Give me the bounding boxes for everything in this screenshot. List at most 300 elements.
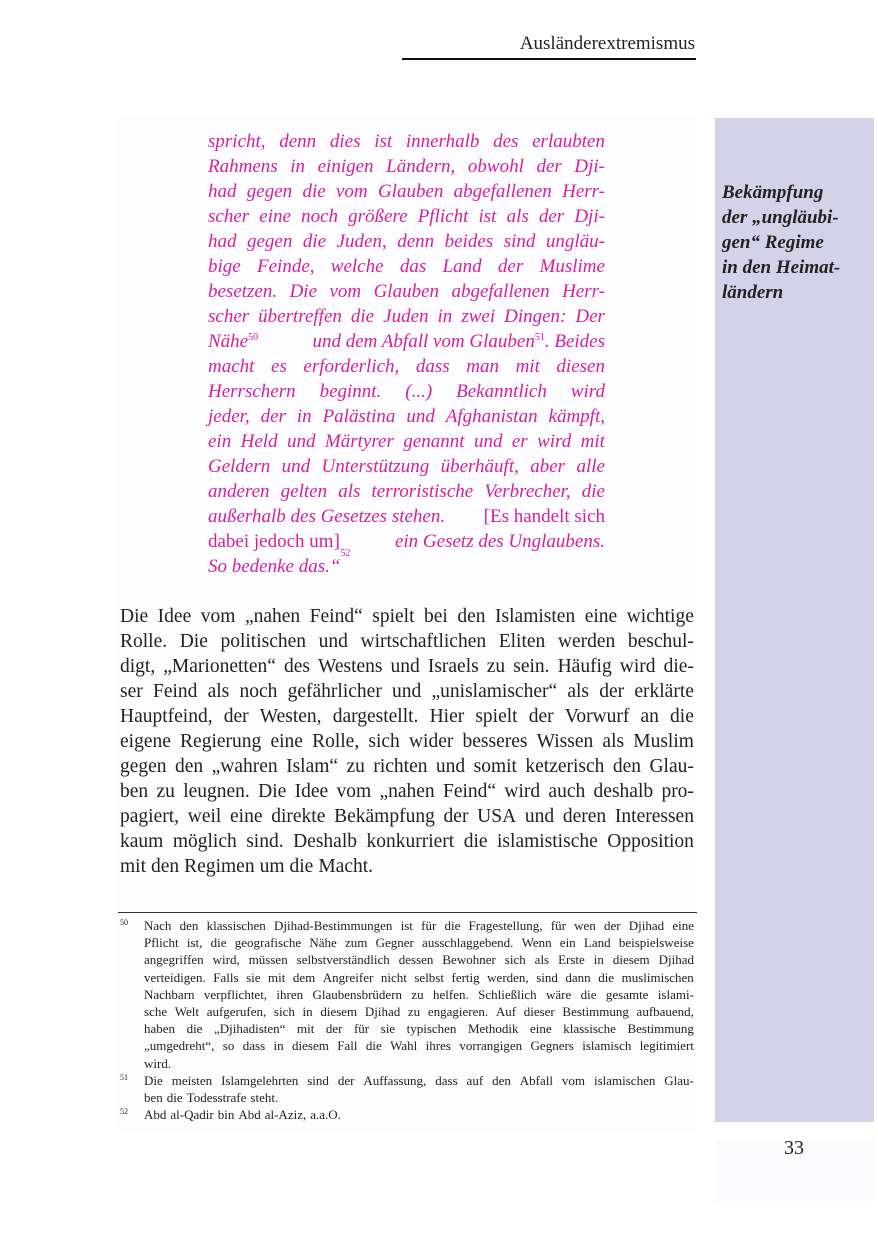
word: terroristische (371, 481, 474, 502)
word: abgefallenen (453, 181, 552, 202)
word: den (612, 756, 642, 777)
word: der (337, 1072, 355, 1088)
word: „wahren (211, 756, 278, 777)
body-line (120, 629, 694, 654)
footnote-line (144, 1089, 694, 1106)
word: dass (415, 356, 450, 377)
quote-line (208, 204, 605, 229)
word: in (290, 156, 306, 177)
word: Feind“ (442, 781, 497, 802)
quote-insertion: [Es handelt sich (483, 506, 605, 527)
word: Idee (157, 606, 192, 627)
word: eine (259, 206, 291, 227)
body-line (120, 779, 694, 804)
word: wird, (212, 952, 240, 968)
word: Die (179, 631, 208, 652)
word: der (223, 706, 249, 727)
word: des (493, 131, 519, 152)
word: Fall (337, 1038, 358, 1054)
margin-note-line: in den Heimat- (722, 257, 841, 278)
word: sie (380, 1021, 396, 1037)
word: Regierung (180, 731, 262, 752)
word: wen (574, 918, 596, 933)
word: der (325, 1021, 343, 1037)
word: ist (400, 918, 413, 933)
word: die (166, 1090, 183, 1106)
word: vom (335, 181, 368, 202)
word: sche (144, 1004, 168, 1020)
word: al-Aziz, (264, 1107, 307, 1123)
quote-line (208, 304, 605, 329)
word: muslimischen (621, 969, 694, 985)
word: Schließlich (478, 986, 537, 1002)
word: Juden (383, 306, 429, 327)
word: wichtige (626, 606, 694, 627)
word: geografische (234, 935, 302, 951)
word: eine (672, 918, 694, 933)
footnote-ref-50[interactable]: 50 (248, 332, 259, 343)
word: deshalb (593, 781, 654, 802)
word: USA (477, 806, 517, 827)
word: Feind“ (309, 606, 363, 627)
body-line (120, 604, 694, 629)
word: deren (562, 806, 607, 827)
body-line (120, 654, 694, 679)
word: in (593, 952, 604, 968)
word: werden (557, 631, 616, 652)
word: als (338, 481, 361, 502)
word: die (186, 1021, 203, 1037)
word: Djihad-Bestimmungen (274, 918, 393, 933)
quote-line (208, 129, 605, 154)
word: Gegner (375, 935, 414, 951)
word: Idee (294, 781, 329, 802)
word: Westens (317, 656, 383, 677)
word: scher (208, 206, 250, 227)
body-paragraph (120, 604, 694, 879)
word: zu (411, 986, 424, 1002)
quote-line (208, 429, 605, 454)
margin-note-line: der „ungläubi- (722, 207, 839, 228)
word: die- (663, 656, 694, 677)
word: die (302, 231, 327, 252)
word: vom (336, 781, 372, 802)
word: Feind (152, 681, 198, 702)
word: gefährlicher (287, 681, 382, 702)
word: den (175, 756, 204, 777)
word: Eliten (498, 631, 546, 652)
word: besetzen. (208, 281, 278, 302)
word: Auffassung, (363, 1072, 427, 1088)
word: wäre (545, 986, 572, 1002)
word: ist (478, 206, 497, 227)
footnote-line (144, 1106, 694, 1123)
word: helfen. (433, 986, 469, 1002)
word: als (207, 681, 230, 702)
quote-line (208, 529, 605, 554)
quote-line (208, 254, 605, 279)
word: erforderlich, (303, 356, 400, 377)
word: und (435, 756, 466, 777)
running-header: Ausländerextremismus (519, 33, 695, 54)
word: Djihad (658, 952, 694, 968)
quote-line (208, 479, 605, 504)
word: sich (504, 952, 526, 968)
word: der (599, 681, 625, 702)
word: der (538, 206, 565, 227)
word: aufgerufen, (206, 1004, 267, 1020)
word: die (289, 856, 314, 877)
word: „Marionetten“ (163, 656, 276, 677)
word: der (443, 806, 469, 827)
word: der (497, 256, 524, 277)
quote-line (208, 404, 605, 429)
word: ihren (276, 986, 304, 1002)
word: die (444, 918, 461, 933)
word: Djihad (628, 918, 665, 933)
body-line (120, 754, 694, 779)
word: Muslime (539, 256, 605, 277)
word: Land (583, 935, 611, 951)
word: ungläu- (545, 231, 605, 252)
word: verpflichtet, (203, 986, 268, 1002)
word: vom (200, 606, 236, 627)
word: klassische (563, 1021, 616, 1037)
word: abgefallenen (451, 281, 550, 302)
word: Nähe (309, 935, 337, 951)
word: politischen (220, 631, 307, 652)
word: Interessen (614, 806, 694, 827)
body-line (120, 704, 694, 729)
word: nicht (380, 969, 407, 985)
word: Herr- (562, 281, 605, 302)
word: Unterstützung (321, 456, 430, 477)
word: „Djihadisten“ (213, 1021, 286, 1037)
footnote-line (144, 917, 694, 934)
word: Palästina (322, 406, 396, 427)
word: eine (230, 806, 263, 827)
word: welche (330, 256, 384, 277)
word: Abd (238, 1107, 261, 1123)
quote-line (208, 154, 605, 179)
word: zum (344, 935, 368, 951)
word: den (457, 606, 486, 627)
word: besseres (462, 731, 528, 752)
word: Bekämpfung (334, 806, 435, 827)
word: bin (217, 1107, 235, 1123)
word: typischen (406, 1021, 457, 1037)
footnote-number: 51 (120, 1072, 128, 1082)
word: Nachbarn (144, 986, 195, 1002)
word: haben (144, 1021, 176, 1037)
word: für (421, 918, 437, 933)
word: „nahen (379, 781, 435, 802)
word: Auf (495, 1004, 517, 1020)
word: und (406, 406, 435, 427)
quote-line (208, 229, 605, 254)
footnote-number: 50 (120, 918, 128, 927)
header-rule (402, 58, 696, 60)
word: Todesstrafe (186, 1090, 247, 1106)
word: gegen (120, 756, 167, 777)
word: bei (424, 606, 448, 627)
word: jeder, (208, 406, 250, 427)
footnote-number: 52 (120, 1107, 128, 1117)
word: erklärte (634, 681, 694, 702)
word: beschul- (627, 631, 694, 652)
word: spielt (372, 606, 415, 627)
footnote-line (144, 969, 694, 986)
word: wird (570, 381, 605, 402)
quote-line (208, 379, 605, 404)
word: Held (240, 431, 278, 452)
word: wird (537, 431, 572, 452)
word: dass (435, 1072, 458, 1088)
word: mit (580, 431, 605, 452)
word: erlaubten (532, 131, 605, 152)
word: sie (246, 969, 261, 985)
word: Rahmens (208, 156, 278, 177)
margin-note-line: gen“ Regime (722, 232, 824, 253)
word: Die (120, 606, 149, 627)
word: genannt (403, 431, 465, 452)
word: Vorwurf (564, 706, 630, 727)
word: dies (329, 131, 361, 152)
word: Dji- (574, 206, 605, 227)
word: had (208, 231, 237, 252)
word: „unislamischer“ (431, 681, 558, 702)
word: in (302, 1004, 313, 1020)
word: dargestellt. (332, 706, 419, 727)
footnote-line (144, 1020, 694, 1037)
word: innerhalb (405, 131, 480, 152)
word: beispielsweise (618, 935, 694, 951)
word: Falls (213, 969, 239, 985)
word: dessen (398, 952, 434, 968)
word: Rolle, (312, 731, 360, 752)
word: ist (374, 131, 393, 152)
word: die (580, 986, 597, 1002)
word: somit (473, 756, 517, 777)
word: ein (208, 431, 232, 452)
word: Ländern, (386, 156, 456, 177)
word: bige (208, 256, 241, 277)
word: ketzerisch (525, 756, 605, 777)
footnote-line (144, 934, 694, 951)
word: Glauben (377, 181, 444, 202)
word: eine (584, 606, 618, 627)
word: wird. (144, 1055, 172, 1071)
word: wider (408, 731, 454, 752)
word: legitimiert (639, 1038, 694, 1054)
word: noch (239, 681, 278, 702)
word: weil (187, 806, 222, 827)
word: diesem (292, 1038, 329, 1054)
word: man (466, 356, 499, 377)
word: selbst (414, 969, 444, 985)
word: sich (368, 731, 400, 752)
word: mit (268, 969, 286, 985)
footnote-line (144, 1055, 694, 1072)
word: Juden, (336, 231, 387, 252)
word: Hier (429, 706, 465, 727)
word: Herr- (562, 181, 605, 202)
word: gegen (246, 181, 293, 202)
word: gegen (247, 231, 293, 252)
word: Islamgelehrten (221, 1072, 299, 1088)
word: um (259, 856, 285, 877)
word: „nahen (244, 606, 301, 627)
word: digt, (120, 656, 156, 677)
word: die (302, 181, 326, 202)
word: den (151, 856, 180, 877)
word: der (603, 918, 621, 933)
word: islamischen (593, 1072, 656, 1088)
word: Bewohner (442, 952, 496, 968)
word: ein (559, 935, 576, 951)
word: der (528, 706, 554, 727)
body-line (120, 829, 694, 854)
word: beginnt. (319, 381, 382, 402)
word: kaum (120, 831, 164, 852)
word: die (598, 969, 615, 985)
body-line (120, 679, 694, 704)
word: müssen (248, 952, 288, 968)
word: die (365, 1038, 382, 1054)
word: spricht, (208, 131, 266, 152)
word: ihres (425, 1038, 451, 1054)
word: Pflicht (417, 206, 469, 227)
word: leugnen. (183, 781, 250, 802)
word: Glaubensbrüdern (312, 986, 403, 1002)
word: diesen (556, 356, 605, 377)
word: sind (503, 231, 536, 252)
word: mit (296, 1021, 315, 1037)
word: und (287, 431, 316, 452)
block-quote (208, 129, 605, 579)
word: sind (536, 969, 558, 985)
word: des (283, 656, 310, 677)
word: a.a.O. (310, 1107, 341, 1123)
footnote-52 (120, 1106, 694, 1123)
word: Gegners (530, 1038, 574, 1054)
word: sind (307, 1072, 329, 1088)
word: und (318, 631, 348, 652)
word: Die (144, 1072, 163, 1088)
word: an (640, 706, 659, 727)
word: für (550, 918, 566, 933)
word: spielt (475, 706, 518, 727)
word: Islamisten (495, 606, 576, 627)
word: fertig (451, 969, 480, 985)
word: die (350, 306, 375, 327)
word: die (581, 481, 605, 502)
word: konkurriert (366, 831, 455, 852)
footnotes (120, 917, 694, 1123)
word: werden, (487, 969, 529, 985)
word: in (437, 306, 453, 327)
word: Wenn (521, 935, 552, 951)
word: noch (301, 206, 338, 227)
word: gelten (280, 481, 328, 502)
word: und (390, 656, 420, 677)
word: vorrangigen (459, 1038, 523, 1054)
word: meisten (171, 1072, 213, 1088)
footnote-ref-52[interactable]: 52 (340, 548, 351, 559)
word: mit (120, 856, 147, 877)
word: er (511, 431, 528, 452)
word: richten (373, 756, 428, 777)
word: islami- (657, 986, 694, 1002)
word: Märtyrer (324, 431, 394, 452)
quote-segment: außerhalb des Gesetzes stehen. (208, 506, 446, 527)
word: Häufig (557, 656, 612, 677)
word: die (670, 706, 694, 727)
quote-insertion: dabei jedoch um] (208, 531, 340, 552)
quote-segment: So bedenke das.“ (208, 556, 341, 577)
margin-note-line: Bekämpfung (722, 182, 824, 203)
page-number: 33 (784, 1137, 804, 1159)
word: Land (442, 256, 482, 277)
word: „umgedreht“, (144, 1038, 215, 1054)
word: und (392, 681, 422, 702)
word: Abfall (519, 1072, 553, 1088)
word: diesem (320, 1004, 358, 1020)
word: als (506, 206, 529, 227)
word: der (260, 406, 286, 427)
word: islamisch (582, 1038, 632, 1054)
word: klassischen (206, 918, 266, 933)
quote-line (208, 354, 605, 379)
footnote-line (144, 951, 694, 968)
word: pro- (661, 781, 694, 802)
word: in (273, 1038, 284, 1054)
word: Islam“ (286, 756, 339, 777)
word: übertreffen (258, 306, 342, 327)
word: der (536, 156, 562, 177)
word: ist, (186, 935, 203, 951)
body-line (120, 804, 694, 829)
word: wirtschaftlichen (360, 631, 487, 652)
word: die (463, 831, 488, 852)
word: Regimen (184, 856, 255, 877)
word: das (399, 256, 427, 277)
word: den (179, 918, 199, 933)
word: Wissen (536, 731, 594, 752)
word: Hauptfeind, (120, 706, 213, 727)
word: die (210, 935, 227, 951)
footnote-ref-51[interactable]: 51 (534, 332, 545, 343)
word: alle (576, 456, 605, 477)
word: Nach (144, 918, 172, 933)
word: direkte (271, 806, 326, 827)
word: für (353, 1021, 370, 1037)
word: Glau- (649, 756, 694, 777)
word: Bestimmung (627, 1021, 694, 1037)
quote-segment: und dem Abfall vom Glauben$^{51}$. Beides (312, 331, 605, 352)
word: sein. (513, 656, 550, 677)
word: Djihad (364, 1004, 401, 1020)
word: so (222, 1038, 235, 1054)
word: pagiert, (120, 806, 180, 827)
word: (...) (405, 381, 433, 402)
word: aber (530, 456, 566, 477)
word: wird (619, 656, 656, 677)
word: kämpft, (548, 406, 605, 427)
word: wird (504, 781, 541, 802)
word: möglich (172, 831, 237, 852)
word: zu (346, 756, 365, 777)
